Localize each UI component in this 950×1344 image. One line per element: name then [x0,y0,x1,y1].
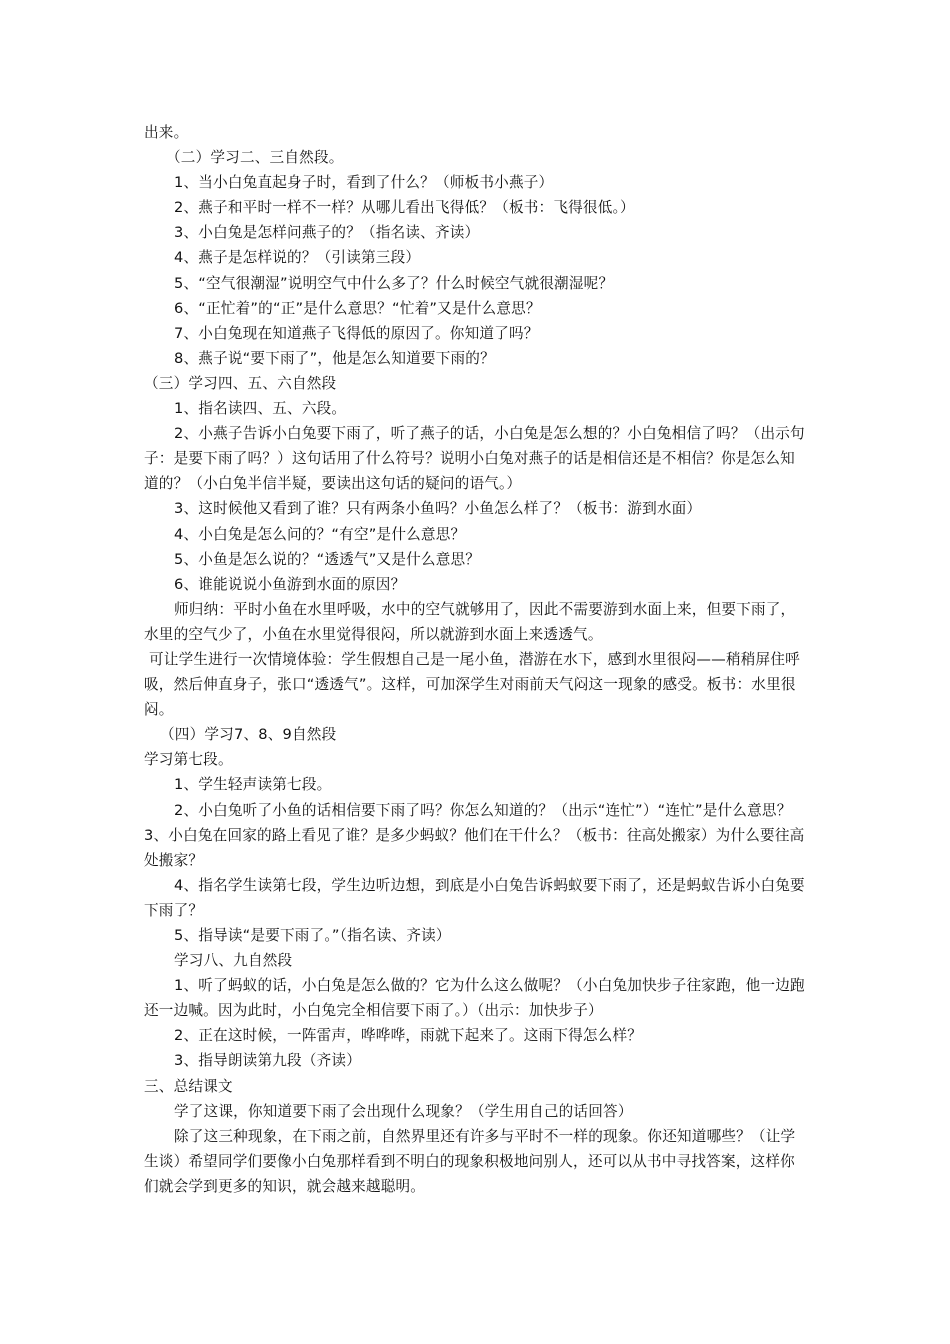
paragraph: 除了这三种现象，在下雨之前，自然界里还有许多与平时不一样的现象。你还知道哪些？（让学生谈）希望同学们要像小白兔那样看到不明白的现象积极地问别人，还可以从书中寻找答案，这样你们就会学到更多的知识，就会越来越聪明。 [144,1127,796,1195]
paragraph: 2、正在这时候，一阵雷声，哗哗哗，雨就下起来了。这雨下得怎么样？ [174,1027,643,1045]
paragraph: 6、“正忙着”的“正”是什么意思？“忙着”又是什么意思？ [174,299,541,317]
paragraph: 1、当小白兔直起身子时，看到了什么？（师板书小燕子） [174,174,554,192]
paragraph: 出来。 [144,124,189,141]
paragraph: 2、小白兔听了小鱼的话相信要下雨了吗？你怎么知道的？（出示“连忙”）“连忙”是什么意思？ [174,801,792,819]
paragraph: 师归纳：平时小鱼在水里呼吸，水中的空气就够用了，因此不需要游到水面上来，但要下雨了，水里的空气少了，小鱼在水里觉得很闷，所以就游到水面上来透透气。 [144,600,796,643]
paragraph: 学了这课，你知道要下雨了会出现什么现象？（学生用自己的话回答） [174,1102,633,1120]
paragraph: 5、指导读“是要下雨了。”（指名读、齐读） [174,927,451,944]
document-body [144,120,808,1199]
paragraph: （二）学习二、三自然段。 [166,149,344,167]
paragraph: 5、“空气很潮湿”说明空气中什么多了？什么时候空气就很潮湿呢？ [174,274,614,292]
paragraph: 1、学生轻声读第七段。 [174,776,332,794]
paragraph: 7、小白兔现在知道燕子飞得低的原因了。你知道了吗？ [174,324,539,342]
paragraph: 4、燕子是怎样说的？（引读第三段） [174,249,421,267]
paragraph: 3、指导朗读第九段（齐读） [174,1052,362,1070]
paragraph: 3、小白兔在回家的路上看见了谁？是多少蚂蚁？他们在干什么？（板书：往高处搬家）为什么要往高处搬家？ [144,826,805,869]
paragraph: 8、燕子说“要下雨了”，他是怎么知道要下雨的？ [174,349,495,367]
paragraph: 3、这时候他又看到了谁？只有两条小鱼吗？小鱼怎么样了？（板书：游到水面） [174,500,702,518]
paragraph: 学习八、九自然段 [174,952,293,970]
paragraph: 4、小白兔是怎么问的？“有空”是什么意思？ [174,525,466,543]
paragraph: 学习第七段。 [144,751,233,769]
paragraph: 2、燕子和平时一样不一样？从哪儿看出飞得低？（板书：飞得很低。） [174,199,635,217]
paragraph: 2、小燕子告诉小白兔要下雨了，听了燕子的话，小白兔是怎么想的？小白兔相信了吗？（出示句子：是要下雨了吗？）这句话用了什么符号？说明小白兔对燕子的话是相信还是不相信？你是怎么知道的？（小白兔半信半疑，要读出这句话的疑问的语气。） [144,425,805,493]
paragraph: 5、小鱼是怎么说的？“透透气”又是什么意思？ [174,550,481,568]
paragraph: 三、总结课文 [144,1077,233,1095]
paragraph: （三）学习四、五、六自然段 [144,374,337,392]
paragraph: 1、指名读四、五、六段。 [174,400,347,418]
paragraph: 3、小白兔是怎样问燕子的？（指名读、齐读） [174,224,480,242]
paragraph: （四）学习7、8、9自然段 [160,726,337,744]
paragraph: 可让学生进行一次情境体验：学生假想自己是一尾小鱼，潜游在水下，感到水里很闷——稍稍屏住呼吸，然后伸直身子，张口“透透气”。这样，可加深学生对雨前天气闷这一现象的感受。板书：水里很闷。 [144,650,800,719]
paragraph: 4、指名学生读第七段，学生边听边想，到底是小白兔告诉蚂蚁要下雨了，还是蚂蚁告诉小白兔要下雨了？ [144,876,805,919]
paragraph: 6、谁能说说小鱼游到水面的原因？ [174,575,406,593]
paragraph: 1、听了蚂蚁的话，小白兔是怎么做的？它为什么这么做呢？（小白兔加快步子往家跑，他一边跑还一边喊。因为此时，小白兔完全相信要下雨了。）（出示：加快步子） [144,977,805,1020]
